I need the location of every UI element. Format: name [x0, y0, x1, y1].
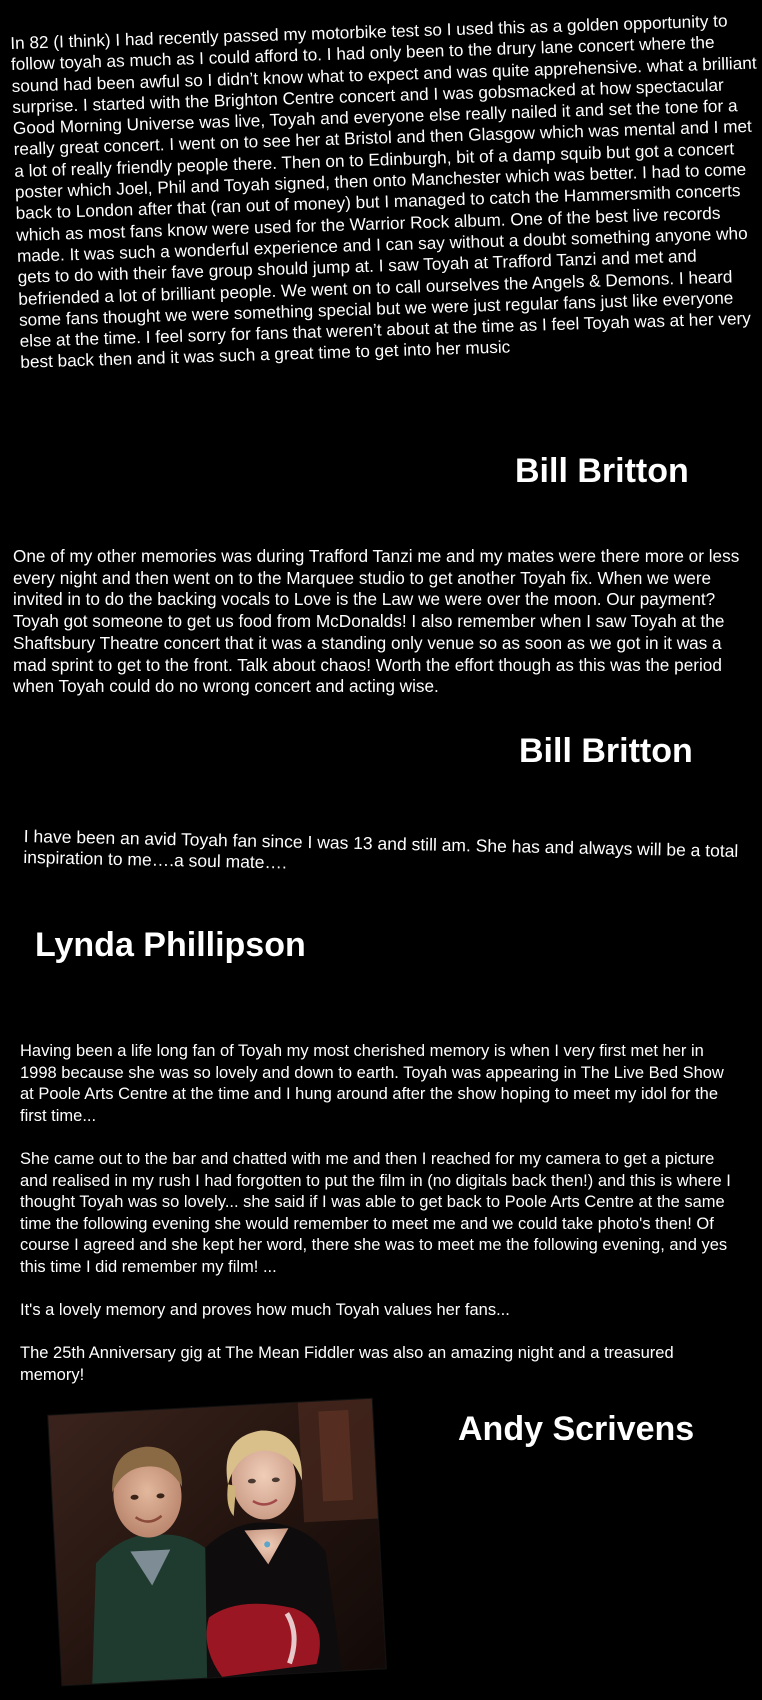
author-signature-4: Andy Scrivens [458, 1410, 695, 1448]
author-signature-2: Bill Britton [519, 732, 693, 770]
author-signature-3: Lynda Phillipson [35, 926, 306, 964]
memory-text-4 [20, 1041, 740, 1387]
memory-paragraph: I have been an avid Toyah fan since I was 13 and still am. She has and always will be a total inspiration to me….a soul mate…. [23, 826, 739, 873]
memory-paragraph: The 25th Anniversary gig at The Mean Fiddler was also an amazing night and a treasured memory! [20, 1344, 674, 1384]
memory-paragraph: In 82 (I think) I had recently passed my motorbike test so I used this as a golden opportunity to follow toyah as much as I could afford to. I had only been to the drury lane concert where the sound had been awful so I didn’t know what to expect and was quite apprehensive. what a brilliant surprise. I started with the Brighton Centre concert and I was gobsmacked at how spectacular Good Morning Universe was live, Toyah and everyone else really nailed it and set the tone for a really great concert. I went on to see her at Bristol and then Glasgow which was mental and I met a lot of really friendly people there. Then on to Edinburgh, bit of a damp squib but got a concert poster which Joel, Phil and Toyah signed, then onto Manchester which was better. I had to come back to London after that (ran out of money) but I managed to catch the Hammersmith concerts which as most fans know were used for the Warrior Rock album. One of the best live records made. It was such a wonderful experience and I can say without a doubt something anyone who gets to do with their fave group should jump at. I saw Toyah at Trafford Tanzi and met and befriended a lot of brilliant people. We went on to call ourselves the Angels & Demons. I heard some fans thought we were something special but we were just regular fans just like everyone else at the time. I feel sorry for fans that weren’t about at the time as I feel Toyah was at her very best back then and it was such a great time to get into her music [10, 10, 757, 373]
memory-text-2 [13, 546, 758, 698]
author-signature-1: Bill Britton [515, 452, 689, 490]
fan-with-toyah-photo [48, 1399, 386, 1686]
memory-text-1 [10, 9, 762, 373]
memory-paragraph: Having been a life long fan of Toyah my most cherished memory is when I very first met her in 1998 because she was so lovely and down to earth. Toyah was appearing in The Live Bed Show at Poole Arts Centre at the time and I hung around after the show hoping to meet my idol for the first time... [20, 1042, 724, 1125]
memory-paragraph: It's a lovely memory and proves how much Toyah values her fans... [20, 1301, 510, 1320]
memory-paragraph: She came out to the bar and chatted with me and then I reached for my camera to get a picture and realised in my rush I had forgotten to put the film in (no digitals back then!) and this is where I thought Toyah was so lovely... she said if I was able to get back to Poole Arts Centre at the same time the following evening she would remember to meet me and we could take photo's then! Of course I agreed and she kept her word, there she was to meet me the following evening, and yes this time I did remember my film! ... [20, 1149, 731, 1276]
memory-paragraph: One of my other memories was during Trafford Tanzi me and my mates were there more or less every night and then went on to the Marquee studio to get another Toyah fix. When we were invited in to do the backing vocals to Love is the Law we were over the moon. Our payment? Toyah got someone to get us food from McDonalds! I also remember when I saw Toyah at the Shaftsbury Theatre concert that it was a standing only venue so as soon as we got in it was a mad sprint to get to the front. Talk about chaos! Worth the effort though as this was the period when Toyah could do no wrong concert and acting wise. [13, 546, 740, 697]
memory-text-3 [23, 826, 744, 883]
